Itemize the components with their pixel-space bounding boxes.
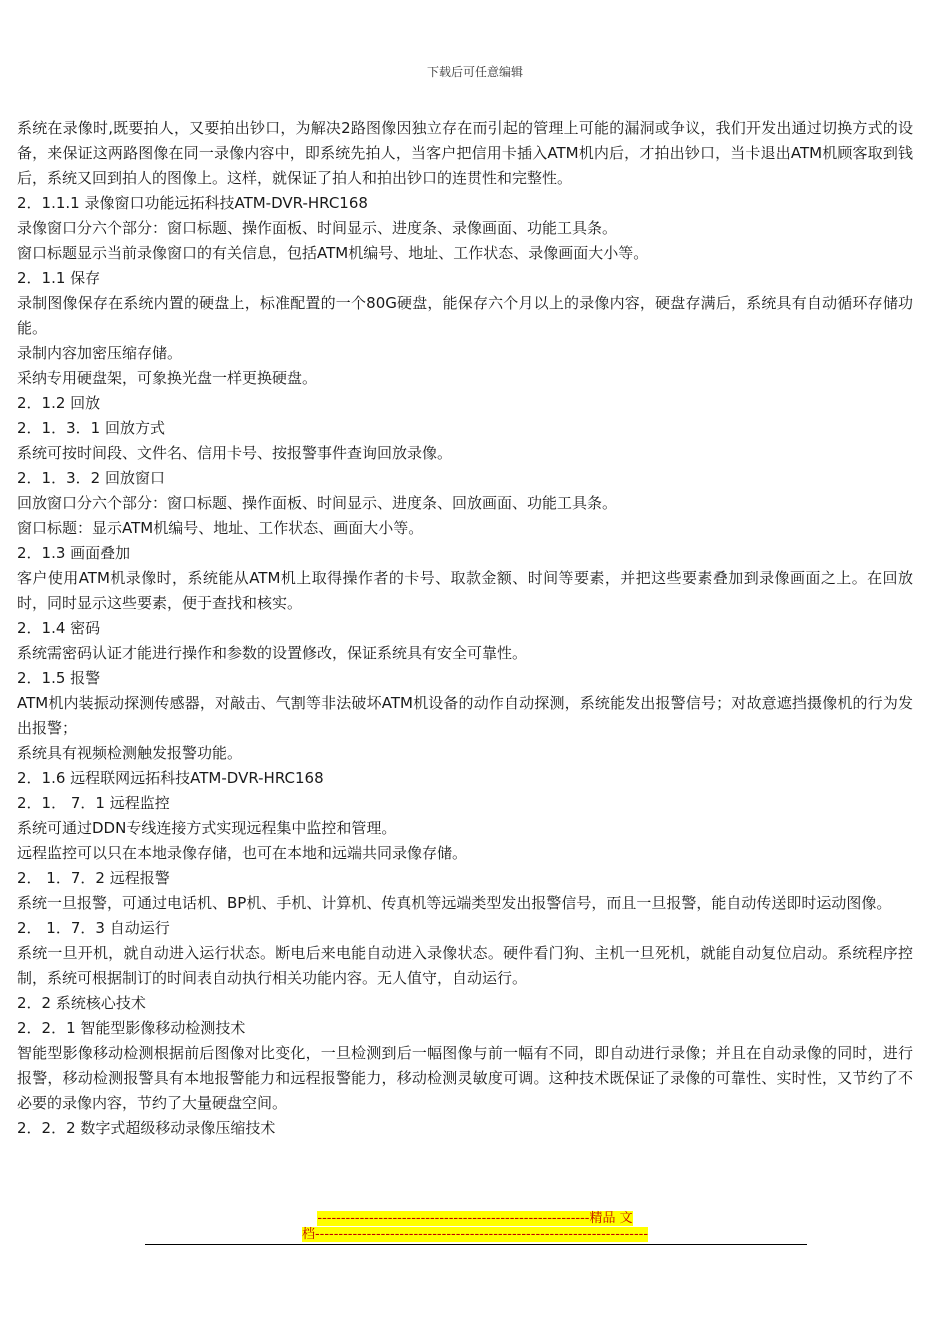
paragraph: 回放窗口分六个部分：窗口标题、操作面板、时间显示、进度条、回放画面、功能工具条。 [17,494,618,512]
section-heading: 2．1.2 回放 [17,394,101,412]
paragraph: 录像窗口分六个部分：窗口标题、操作面板、时间显示、进度条、录像画面、功能工具条。 [17,219,618,237]
footer-watermark-text-2: 档----------------------------------------------------------------------- [301,1227,649,1242]
section-heading: 2．2．1 智能型影像移动检测技术 [17,1019,246,1037]
footer-watermark-text-1: ----------------------------------------------------------精品 文 [317,1211,633,1226]
section-heading: 2．1． 7．1 远程监控 [17,794,170,812]
section-heading: 2． 1．7．3 自动运行 [17,919,170,937]
paragraph: 录制内容加密压缩存储。 [17,344,183,362]
paragraph: 系统可按时间段、文件名、信用卡号、按报警事件查询回放录像。 [17,444,453,462]
paragraph: 系统需密码认证才能进行操作和参数的设置修改，保证系统具有安全可靠性。 [17,644,528,662]
paragraph: 窗口标题：显示ATM机编号、地址、工作状态、画面大小等。 [17,519,424,537]
paragraph: 采纳专用硬盘架，可象换光盘一样更换硬盘。 [17,369,318,387]
document-body [17,116,913,1141]
paragraph: 系统一旦开机，就自动进入运行状态。断电后来电能自动进入录像状态。硬件看门狗、主机一旦死机，就能自动复位启动。系统程序控制，系统可根据制订的时间表自动执行相关功能内容。无人值守，自动运行。 [17,944,913,987]
paragraph: ATM机内装振动探测传感器，对敲击、气割等非法破坏ATM机设备的动作自动探测，系统能发出报警信号；对故意遮挡摄像机的行为发出报警； [17,694,913,737]
paragraph: 窗口标题显示当前录像窗口的有关信息，包括ATM机编号、地址、工作状态、录像画面大小等。 [17,244,649,262]
section-heading: 2．2．2 数字式超级移动录像压缩技术 [17,1119,276,1137]
section-heading: 2．1.5 报警 [17,669,101,687]
section-heading: 2．1.4 密码 [17,619,101,637]
paragraph: 智能型影像移动检测根据前后图像对比变化，一旦检测到后一幅图像与前一幅有不同，即自动进行录像；并且在自动录像的同时，进行报警，移动检测报警具有本地报警能力和远程报警能力，移动检测灵敏度可调。这种技术既保证了录像的可靠性、实时性，又节约了不必要的录像内容，节约了大量硬盘空间。 [17,1044,913,1112]
section-heading: 2． 1．7．2 远程报警 [17,869,170,887]
paragraph: 系统可通过DDN专线连接方式实现远程集中监控和管理。 [17,819,397,837]
page-header: 下载后可任意编辑 [426,65,523,79]
section-heading: 2．1.1.1 录像窗口功能远拓科技ATM-DVR-HRC168 [17,194,368,212]
section-heading: 2．1．3．2 回放窗口 [17,469,165,487]
paragraph: 系统具有视频检测触发报警功能。 [17,744,243,762]
section-heading: 2．1.1 保存 [17,269,101,287]
section-heading: 2．1.6 远程联网远拓科技ATM-DVR-HRC168 [17,769,324,787]
paragraph: 系统在录像时,既要拍人，又要拍出钞口，为解决2路图像因独立存在而引起的管理上可能的漏洞或争议，我们开发出通过切换方式的设备，来保证这两路图像在同一录像内容中，即系统先拍人，当客户把信用卡插入ATM机内后，才拍出钞口，当卡退出ATM机顾客取到钱后，系统又回到拍人的图像上。这样，就保证了拍人和拍出钞口的连贯性和完整性。 [17,119,913,187]
footer-divider [145,1244,807,1245]
section-heading: 2．1.3 画面叠加 [17,544,131,562]
paragraph: 远程监控可以只在本地录像存储，也可在本地和远端共同录像存储。 [17,844,468,862]
footer-watermark-line-1 [0,1211,950,1227]
paragraph: 客户使用ATM机录像时，系统能从ATM机上取得操作者的卡号、取款金额、时间等要素，并把这些要素叠加到录像画面之上。在回放时，同时显示这些要素，便于查找和核实。 [17,569,913,612]
paragraph: 系统一旦报警，可通过电话机、BP机、手机、计算机、传真机等远端类型发出报警信号，而且一旦报警，能自动传送即时运动图像。 [17,894,892,912]
section-heading: 2．1．3．1 回放方式 [17,419,165,437]
section-heading: 2．2 系统核心技术 [17,994,146,1012]
footer-watermark-line-2 [0,1227,950,1243]
paragraph: 录制图像保存在系统内置的硬盘上，标准配置的一个80G硬盘，能保存六个月以上的录像内容，硬盘存满后，系统具有自动循环存储功能。 [17,294,913,337]
